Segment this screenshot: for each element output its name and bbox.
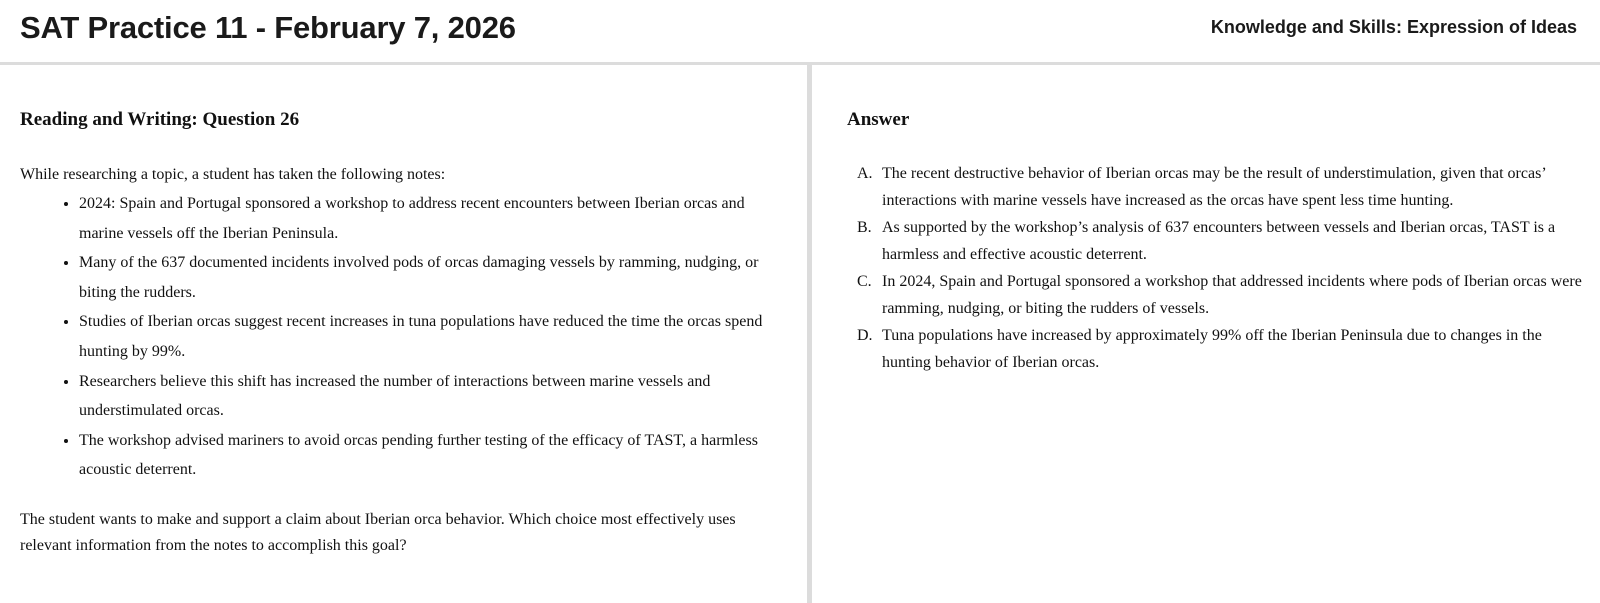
choice-text: In 2024, Spain and Portugal sponsored a workshop that addressed incidents where pods of Iberian orcas were ramming, nudging, or biting the rudders of vessels. <box>882 273 1582 317</box>
question-pane <box>0 65 812 603</box>
question-prompt: The student wants to make and support a claim about Iberian orca behavior. Which choice most effectively uses relevant information from the notes to accomplish this goal? <box>20 510 736 554</box>
answer-heading: Answer <box>847 109 910 130</box>
choice-letter: B. <box>857 219 872 236</box>
note-item: • The workshop advised mariners to avoid orcas pending further testing of the efficacy of TAST, a harmless acoustic deterrent. <box>79 426 787 485</box>
answer-choice-c[interactable] <box>847 269 1585 322</box>
answer-pane <box>812 65 1600 603</box>
question-heading: Reading and Writing: Question 26 <box>20 109 300 130</box>
answer-choice-a[interactable] <box>847 161 1585 214</box>
answer-choice-d[interactable] <box>847 323 1585 376</box>
question-intro: While researching a topic, a student has taken the following notes: <box>20 166 446 183</box>
note-item: • Many of the 637 documented incidents involved pods of orcas damaging vessels by ramming, nudging, or biting the rudders. <box>79 248 787 307</box>
skills-label: Knowledge and Skills: Expression of Ideas <box>1210 16 1577 37</box>
page-header <box>0 0 1600 65</box>
choice-text: The recent destructive behavior of Iberian orcas may be the result of understimulation, given that orcas’ interactions with marine vessels have increased as the orcas have spent less time hunting. <box>882 165 1546 209</box>
note-item: • Studies of Iberian orcas suggest recent increases in tuna populations have reduced the time the orcas spend hunting by 99%. <box>79 307 787 366</box>
choice-text: Tuna populations have increased by approximately 99% off the Iberian Peninsula due to changes in the hunting behavior of Iberian orcas. <box>882 327 1542 371</box>
notes-list <box>20 189 787 485</box>
note-item: • Researchers believe this shift has increased the number of interactions between marine vessels and understimulated orcas. <box>79 367 787 426</box>
choice-letter: C. <box>857 273 872 290</box>
choice-letter: A. <box>857 165 873 182</box>
note-item: • 2024: Spain and Portugal sponsored a workshop to address recent encounters between Iberian orcas and marine vessels off the Iberian Peninsula. <box>79 189 787 248</box>
choice-letter: D. <box>857 327 873 344</box>
content-panes <box>0 65 1600 603</box>
answer-choice-b[interactable] <box>847 215 1585 268</box>
choice-text: As supported by the workshop’s analysis of 637 encounters between vessels and Iberian orcas, TAST is a harmless and effective acoustic deterrent. <box>882 219 1556 263</box>
page-title: SAT Practice 11 - February 7, 2026 <box>20 10 516 45</box>
answer-choices <box>847 161 1585 376</box>
